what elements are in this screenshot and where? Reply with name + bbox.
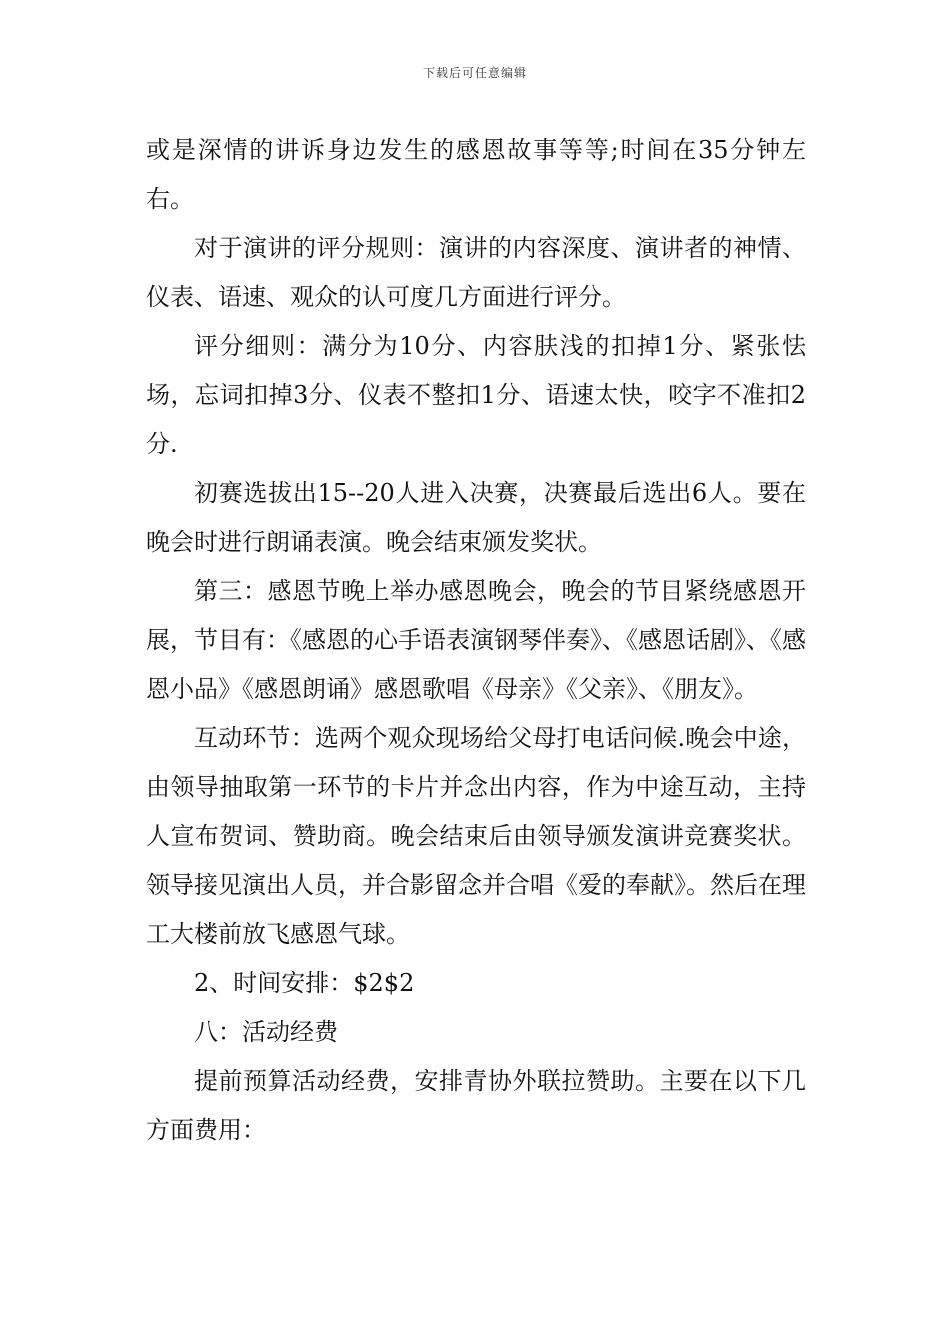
paragraph-9: 提前预算活动经费，安排青协外联拉赞助。主要在以下几方面费用： [146,1067,806,1144]
page-header: 下载后可任意编辑 [422,66,527,80]
paragraph-2: 对于演讲的评分规则：演讲的内容深度、演讲者的神情、仪表、语速、观众的认可度几方面进行评分。 [146,234,806,311]
paragraph-7: 2、时间安排：$2$2 [194,969,415,997]
paragraph-6: 互动环节：选两个观众现场给父母打电话问候.晚会中途，由领导抽取第一环节的卡片并念出内容，作为中途互动，主持人宣布贺词、赞助商。晚会结束后由领导颁发演讲竞赛奖状。领导接见演出人员，并合影留念并合唱《爱的奉献》。然后在理工大楼前放飞感恩气球。 [146,724,806,948]
paragraph-5: 第三：感恩节晚上举办感恩晚会，晚会的节目紧绕感恩开展，节目有：《感恩的心手语表演钢琴伴奏》、《感恩话剧》、《感恩小品》《感恩朗诵》感恩歌唱《母亲》《父亲》、《朋友》。 [146,577,806,703]
document-body [146,126,806,1155]
paragraph-3: 评分细则：满分为10分、内容肤浅的扣掉1分、紧张怯场，忘词扣掉3分、仪表不整扣1分、语速太快，咬字不准扣2分. [146,332,806,458]
paragraph-8: 八：活动经费 [194,1018,338,1046]
paragraph-1: 或是深情的讲诉身边发生的感恩故事等等;时间在35分钟左右。 [146,136,806,213]
paragraph-4: 初赛选拔出15--20人进入决赛，决赛最后选出6人。要在晚会时进行朗诵表演。晚会结束颁发奖状。 [146,479,806,556]
